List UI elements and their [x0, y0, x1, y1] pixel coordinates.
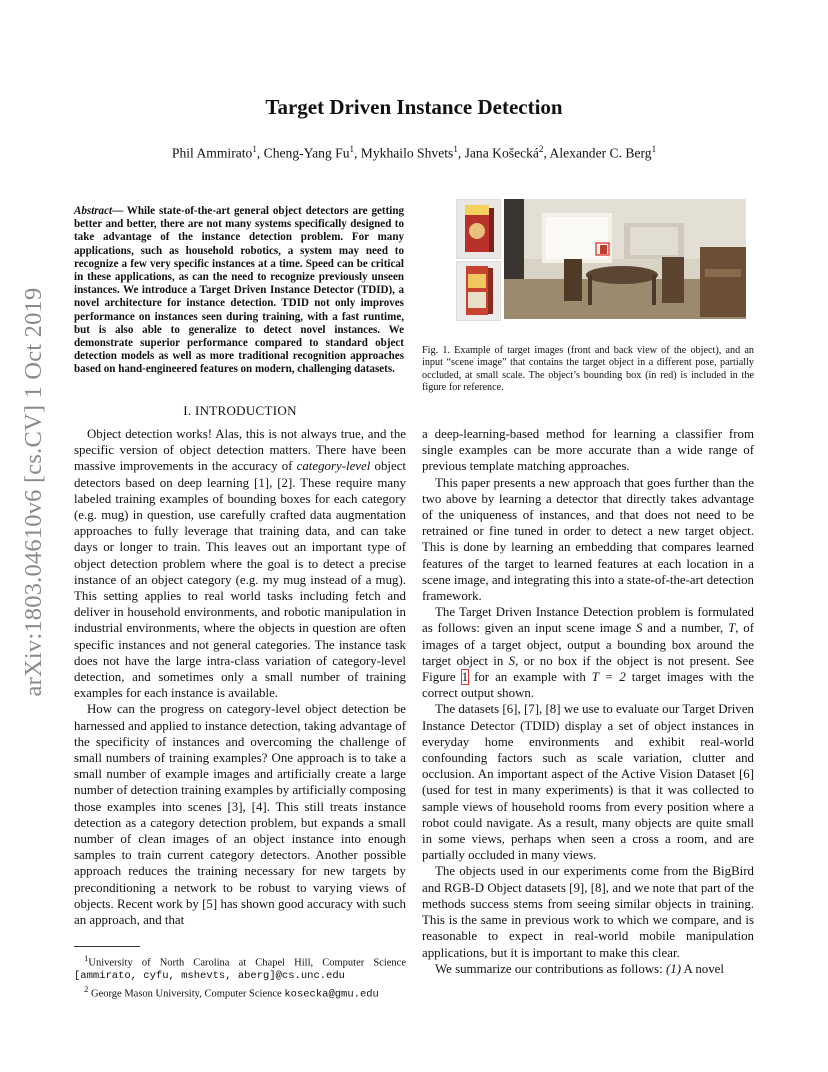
arxiv-id: arXiv:1803.04610v6 [cs.CV] 1 Oct 2019	[20, 287, 47, 697]
affiliation-mark: 1	[252, 144, 257, 154]
figure-caption: Fig. 1. Example of target images (front and back view of the object), and an input “scene image” that contains the target object in a different pose, partially occluded, at small scale. The object’s bounding box (in red) is included in the figure for reference.	[422, 345, 754, 393]
paragraph: The datasets [6], [7], [8] we use to evaluate our Target Driven Instance Detector (TDID) display a set of object instances in everyday home environments and exhibit real-world confounding factors such as scale variation, clutter and occlusion. An important aspect of the Active Vision Dataset [6] (used for test in many experiments) is that it was collected to sample views of household rooms from every position where a robot could navigate. As a result, many objects are quite small in some views, perhaps when seen a cross a room, and are partially occluded in many views.	[422, 702, 754, 863]
author-name: Mykhailo Shvets	[360, 145, 454, 161]
affiliation-mark: 1	[453, 144, 458, 154]
author-list: Phil Ammirato$^1$, Cheng-Yang Fu$^1$, Mykhailo Shvets$^1$, Jana Košecká$^2$, Alexander C. Berg$^1$	[171, 144, 657, 161]
paragraph: a deep-learning-based method for learning a classifier from single examples can be more accurate than a wide range of previous template matching approaches.	[422, 427, 754, 474]
left-column	[74, 426, 406, 928]
footnote-rule	[74, 946, 140, 947]
affiliation-mark: 1	[651, 144, 657, 154]
email: kosecka@gmu.edu	[284, 988, 379, 1001]
target-image-back	[456, 261, 501, 321]
paragraph: The objects used in our experiments come from the BigBird and RGB-D Object datasets [9], [8], and we note that part of the methods success stems from seeing similar objects in training. This is the same in previous work to which we compare, and is reasonable to expect in real-world mobile manipulation applications, but it is important to make this clear.	[422, 864, 754, 960]
paragraph: This paper presents a new approach that goes further than the two above by learning a detector that directly takes advantage of the uniqueness of instances, and that does not need to be retrained or fine tuned in order to detect a new target object. This is done by learning an embedding that compares learned features of the target to learned features at each location in a scene image, and integrating this into a state-of-the-art detection framework.	[422, 475, 754, 604]
scene-image	[504, 199, 746, 319]
paper-title: Target Driven Instance Detection	[265, 95, 563, 119]
figure-reference-link[interactable]: 1	[461, 670, 469, 685]
paragraph: The Target Driven Instance Detection problem is formulated as follows: given an input scene image S and a number, T, of images of a target object, output a bounding box around the target object in S, or no box if the object is not present. See Figure 1 for an example with T = 2 target images with the correct output shown.	[422, 605, 754, 701]
target-image-front	[456, 199, 501, 259]
abstract-dash: —	[112, 205, 124, 217]
abstract	[74, 205, 404, 377]
author-name: Jana Košecká	[464, 145, 539, 161]
abstract-label: Abstract	[74, 205, 113, 217]
paragraph: Object detection works! Alas, this is not always true, and the specific version of object detection matters. There have been massive improvements in the accuracy of category-level object detectors based on deep learning [1], [2]. These require many labeled training examples of bounding boxes for each category (e.g. mug) in question, use carefully crafted data augmentation approaches to fully leverage that training data, and can take days or longer to train. This leaves out an important type of object detection problem where the goal is to detect a precise instance of an object category (e.g. my mug instead of a mug). This setting applies to real world tasks including fetch and deliver in household environments, and robotic manipulation in industrial environments, where the objects in question are often specific instances and not general categories. The instance task does not have the large intra-class variation of category-level detection, and sometimes only a small number of training examples for each instance is available.	[74, 427, 406, 701]
author-name: Alexander C. Berg	[549, 145, 652, 161]
right-column	[422, 426, 754, 977]
abstract-body: While state-of-the-art general object detectors are getting better and better, there are not many systems specifically designed to take advantage of the instance detection problem. For many applications, such as household robotics, a system may need to recognize a few very specific instances at a time. Speed can be critical in these applications, as can the need to recognize previously unseen instances. We introduce a Target Driven Instance Detector (TDID), a novel architecture for instance detection. TDID not only improves performance on instances seen during training, with a fast runtime, but is also able to generalize to detect novel instances. We demonstrate superior performance compared to standard object detection models as well as more traditional recognition approaches based on hand-engineered features on modern, challenging datasets.	[74, 205, 404, 376]
author-name: Phil Ammirato	[171, 145, 253, 161]
paragraph: We summarize our contributions as follows: (1) A novel	[435, 961, 724, 976]
emphasis: category-level	[296, 459, 371, 474]
paragraph: How can the progress on category-level object detection be harnessed and applied to instance detection, taking advantage of the specificity of instances and overcoming the challenge of small numbers of training examples? One approach is to take a small number of example images and artificially create a large number of detection training examples by artificially composing those examples into scenes [3], [4]. This still treats instance detection as a category detection problem, but expands a small number of clean images of an object instance into enough samples to train current category detectors. Another possible approach reduces the training necessary for new targets by preconditioning a network to be robust to varying views of objects. Recent work by [5] has shown good accuracy with such an approach, and that	[74, 702, 406, 928]
footnote-1: $^1$University of North Carolina at Chapel Hill, Computer Science [ammirato, cyfu, mshevts, aberg]@cs.unc.edu	[74, 953, 406, 983]
affiliation-mark: 2	[538, 144, 544, 154]
section-heading: I. INTRODUCTION	[183, 403, 297, 418]
arxiv-stamp	[14, 287, 54, 697]
affiliation-mark: 1	[349, 144, 354, 154]
equation: T = 2	[591, 670, 626, 685]
footnote-2: $^2$ George Mason University, Computer Science kosecka@gmu.edu	[84, 983, 379, 1001]
footnotes	[74, 952, 406, 1001]
email-list: [ammirato, cyfu, mshevts, aberg]@cs.unc.edu	[74, 970, 345, 983]
emphasis: (1)	[665, 961, 681, 976]
figure-1	[456, 199, 746, 319]
author-name: Cheng-Yang Fu	[263, 145, 350, 161]
